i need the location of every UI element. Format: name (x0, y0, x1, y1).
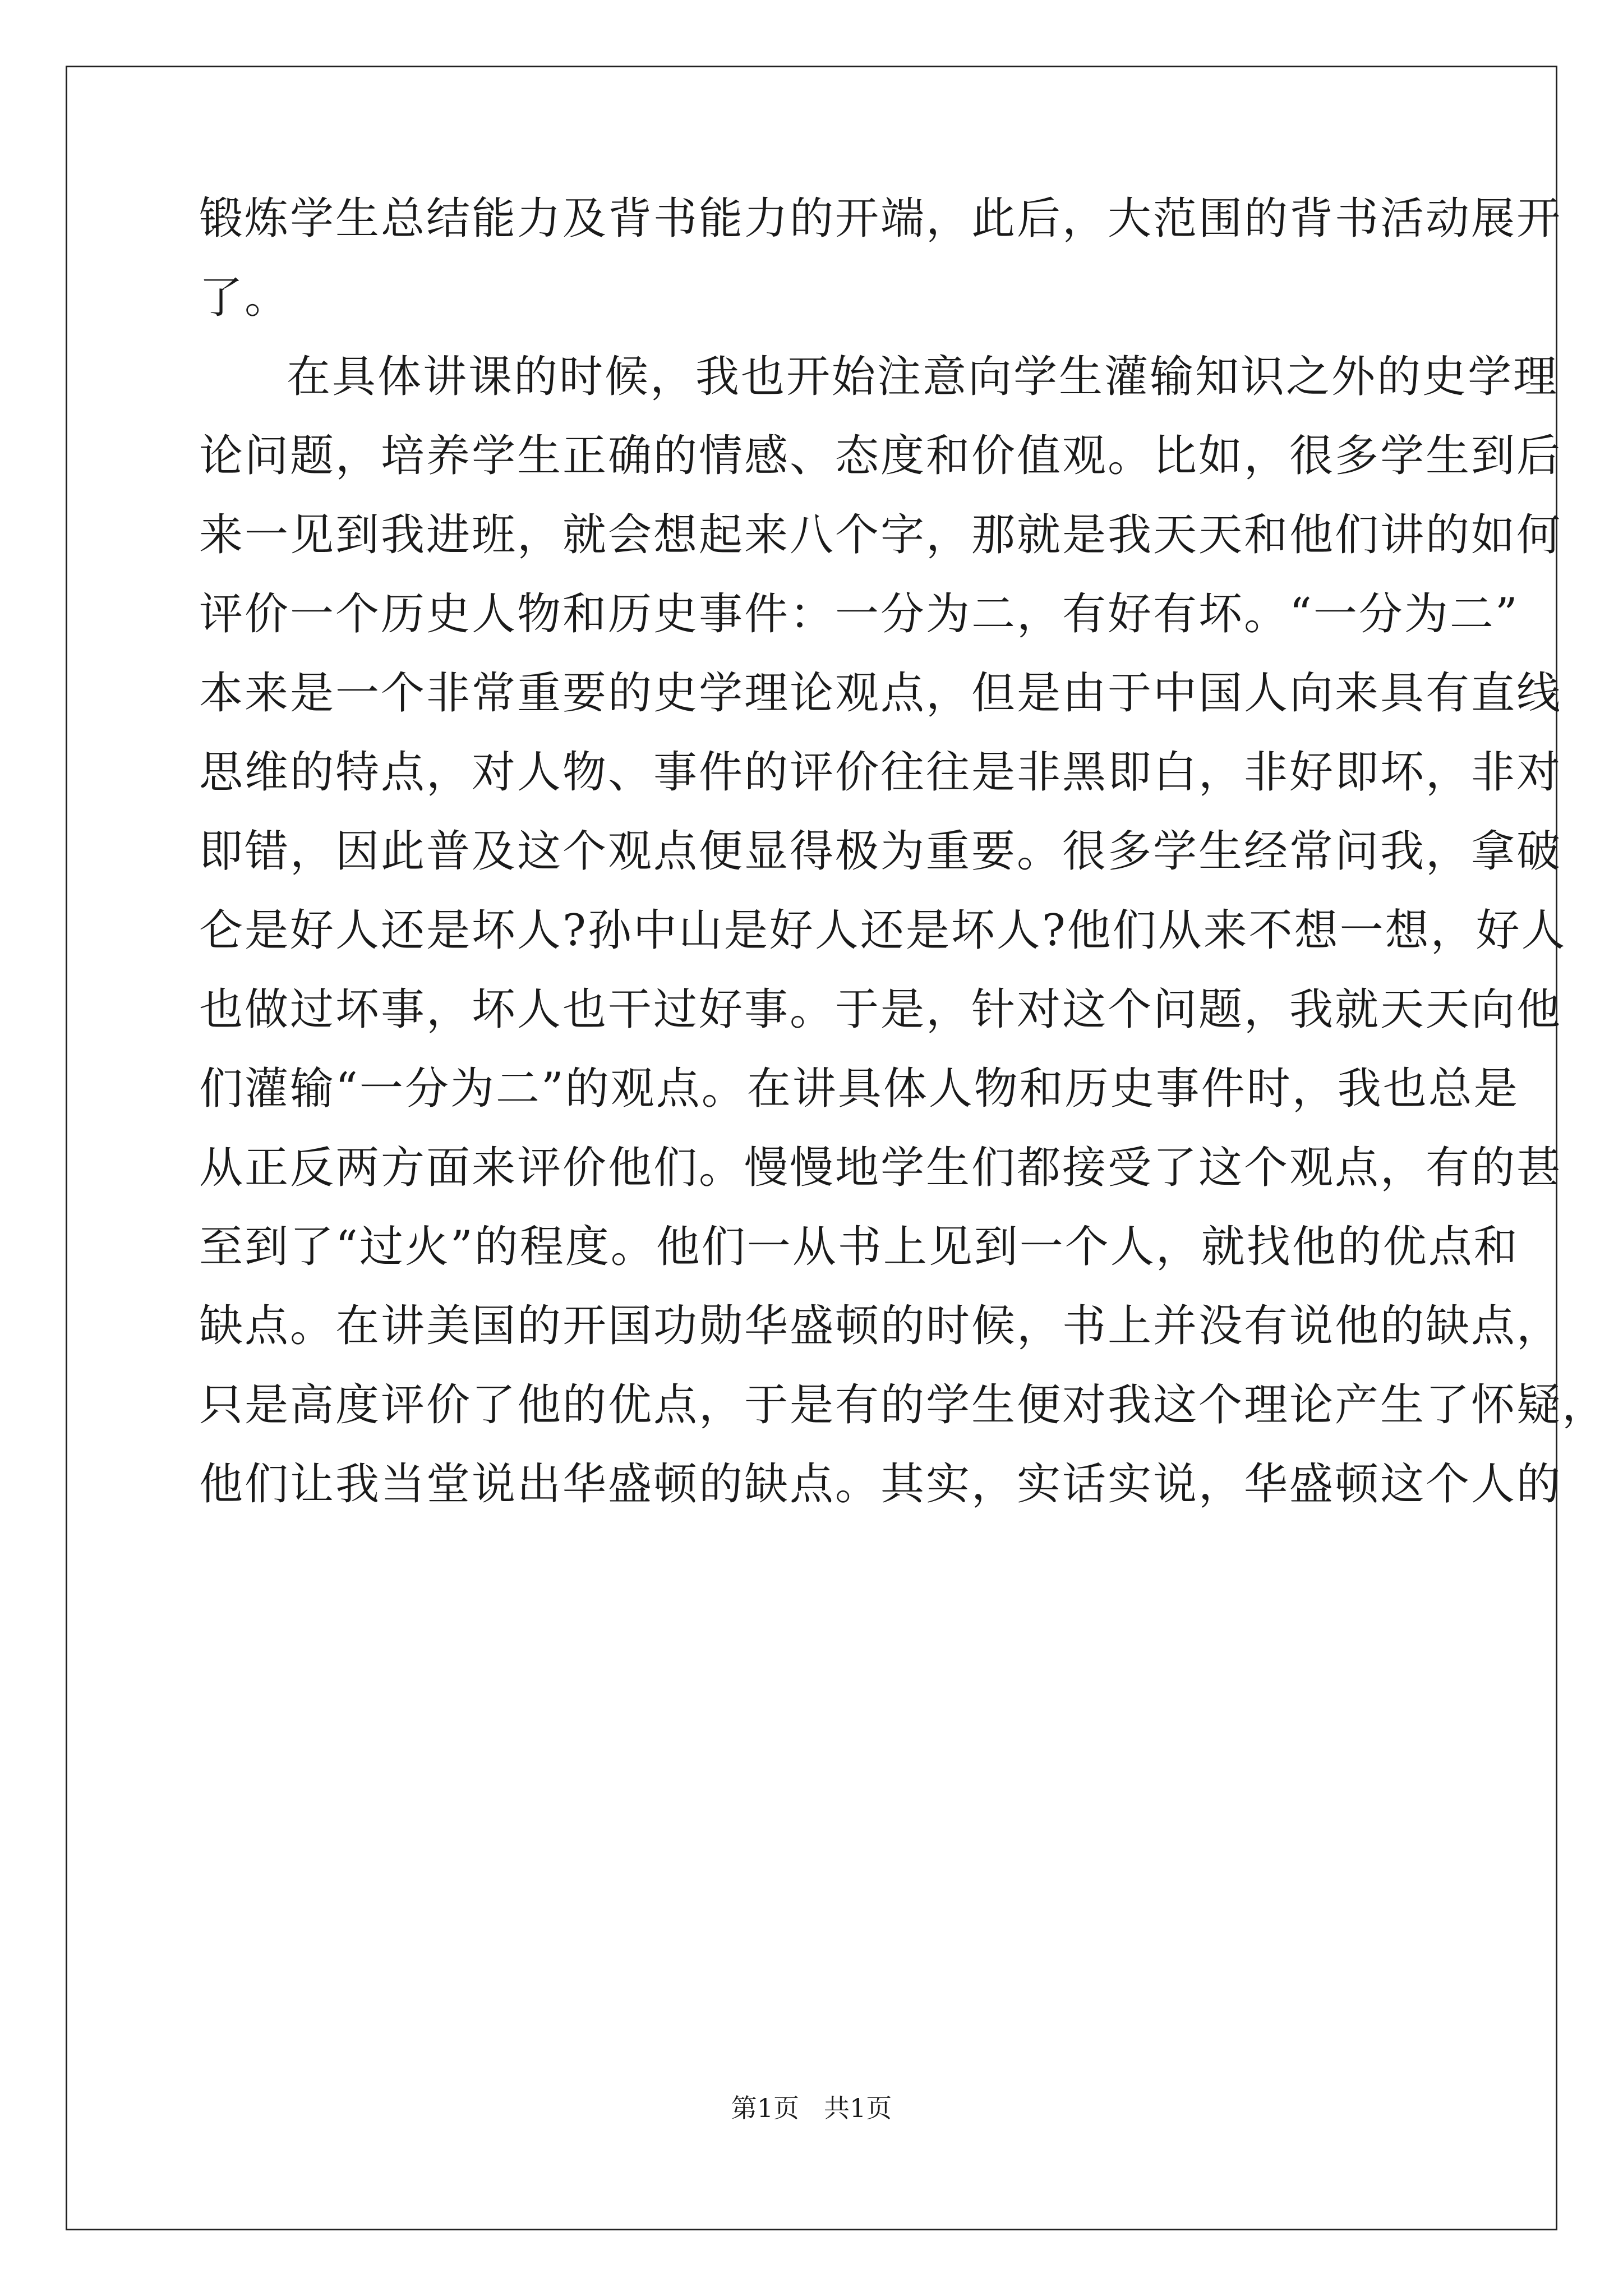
text-line: 评价一个历史人物和历史事件：一分为二，有好有坏。“一分为二” (199, 589, 1519, 639)
text-line: 来一见到我进班，就会想起来八个字，那就是我天天和他们讲的如何 (199, 510, 1562, 560)
paragraph-first-line: 在具体讲课的时候，我也开始注意向学生灌输知识之外的史学理 (287, 352, 1559, 402)
text-line: 至到了“过火”的程度。他们一从书上见到一个人，就找他的优点和 (199, 1222, 1519, 1272)
text-line: 本来是一个非常重要的史学理论观点，但是由于中国人向来具有直线 (199, 668, 1562, 719)
text-line: 们灌输“一分为二”的观点。在讲具体人物和历史事件时，我也总是 (199, 1064, 1519, 1114)
text-line: 了。 (199, 273, 291, 323)
text-line: 即错，因此普及这个观点便显得极为重要。很多学生经常问我，拿破 (199, 826, 1562, 877)
page-footer (0, 2091, 1623, 2125)
page-number: 第1页 (731, 2093, 800, 2123)
text-line: 也做过坏事，坏人也干过好事。于是，针对这个问题，我就天天向他 (199, 984, 1562, 1035)
text-line: 仑是好人还是坏人?孙中山是好人还是坏人?他们从来不想一想，好人 (199, 905, 1567, 956)
page-total: 共1页 (823, 2093, 892, 2123)
text-line: 从正反两方面来评价他们。慢慢地学生们都接受了这个观点，有的甚 (199, 1143, 1562, 1193)
text-line: 他们让我当堂说出华盛顿的缺点。其实，实话实说，华盛顿这个人的 (199, 1459, 1562, 1510)
text-line: 只是高度评价了他的优点，于是有的学生便对我这个理论产生了怀疑， (199, 1380, 1608, 1430)
text-line: 缺点。在讲美国的开国功勋华盛顿的时候，书上并没有说他的缺点， (199, 1301, 1562, 1351)
text-line: 论问题，培养学生正确的情感、态度和价值观。比如，很多学生到后 (199, 431, 1562, 481)
text-line: 锻炼学生总结能力及背书能力的开端，此后，大范围的背书活动展开 (199, 194, 1562, 244)
text-line: 思维的特点，对人物、事件的评价往往是非黑即白，非好即坏，非对 (199, 747, 1562, 798)
